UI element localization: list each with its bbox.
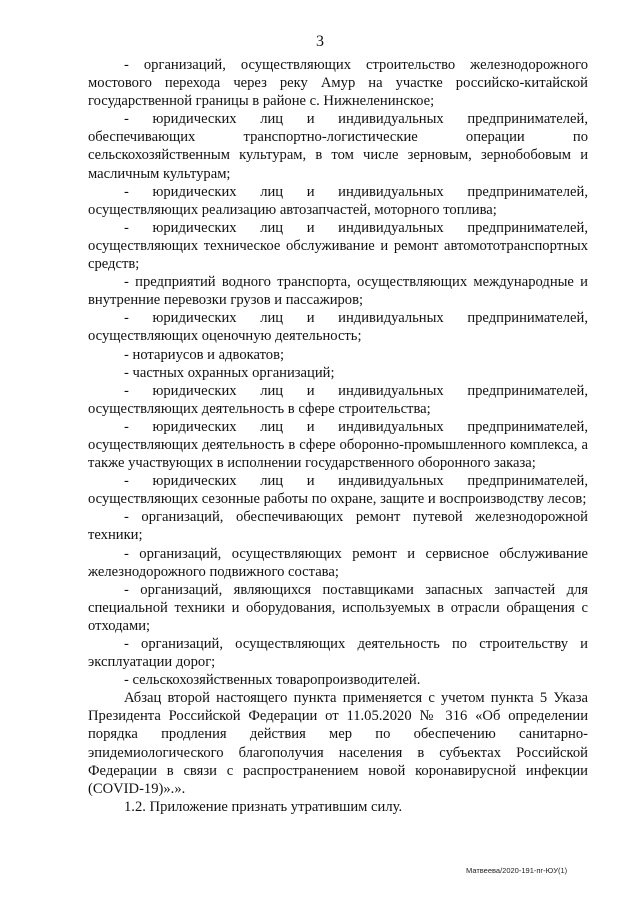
paragraph-decree-reference: Абзац второй настоящего пункта применяется с учетом пункта 5 Указа Президента Российской Федерации от 11.05.2020 № 316 «Об определении порядка продления действия мер по обеспечению санитарно-эпидемиологического благополучия населения в субъектах Российской Федерации в связи с распространением новой коронавирусной инфекции (COVID-19)».». <box>88 690 588 797</box>
list-item-bridge-construction: - организаций, осуществляющих строительство железнодорожного мостового перехода через реку Амур на участке российско-китайской государственной границы в районе с. Нижнеленинское; <box>88 57 588 110</box>
page-number: 3 <box>316 33 324 50</box>
list-item-water-transport: - предприятий водного транспорта, осуществляющих международные и внутренние перевозки грузов и пассажиров; <box>88 274 588 309</box>
list-item-agriculture: - сельскохозяйственных товаропроизводителей. <box>124 672 421 689</box>
list-item-spare-parts: - организаций, являющихся поставщиками запасных запчастей для специальной техники и оборудования, используемых в отрасли обращения с отходами; <box>88 581 588 634</box>
list-item-auto-parts: - юридических лиц и индивидуальных предпринимателей, осуществляющих реализацию автозапчастей, моторного топлива; <box>88 183 588 218</box>
list-item-vehicle-service: - юридических лиц и индивидуальных предпринимателей, осуществляющих техническое обслуживание и ремонт автомототранспортных средств; <box>88 219 588 273</box>
list-item-defense-industry: - юридических лиц и индивидуальных предпринимателей, осуществляющих деятельность в сфере оборонно-промышленного комплекса, а также участвующих в исполнении государственного оборонного заказа; <box>88 418 588 472</box>
list-item-rolling-stock: - организаций, осуществляющих ремонт и сервисное обслуживание железнодорожного подвижного состава; <box>88 545 588 580</box>
list-item-forestry: - юридических лиц и индивидуальных предпринимателей, осуществляющих сезонные работы по охране, защите и воспроизводству лесов; <box>88 473 588 508</box>
list-item-appraisal: - юридических лиц и индивидуальных предпринимателей, осуществляющих оценочную деятельность; <box>88 310 588 345</box>
paragraph-annex-repeal: 1.2. Приложение признать утратившим силу. <box>124 798 403 815</box>
list-item-track-repair: - организаций, обеспечивающих ремонт путевой железнодорожной техники; <box>88 509 588 544</box>
list-item-logistics: - юридических лиц и индивидуальных предпринимателей, обеспечивающих транспортно-логистические операции по сельскохозяйственным культурам, в том числе зерновым, зернобобовым и масличным культурам; <box>88 111 588 182</box>
list-item-notaries: - нотариусов и адвокатов; <box>124 346 285 363</box>
document-body <box>88 56 588 816</box>
list-item-security-firms: - частных охранных организаций; <box>124 364 335 381</box>
list-item-construction: - юридических лиц и индивидуальных предпринимателей, осуществляющих деятельность в сфере строительства; <box>88 382 588 417</box>
list-item-road-construction: - организаций, осуществляющих деятельность по строительству и эксплуатации дорог; <box>88 636 588 671</box>
document-footer-code: Матвеева/2020-191-пг-ЮУ(1) <box>466 866 568 875</box>
